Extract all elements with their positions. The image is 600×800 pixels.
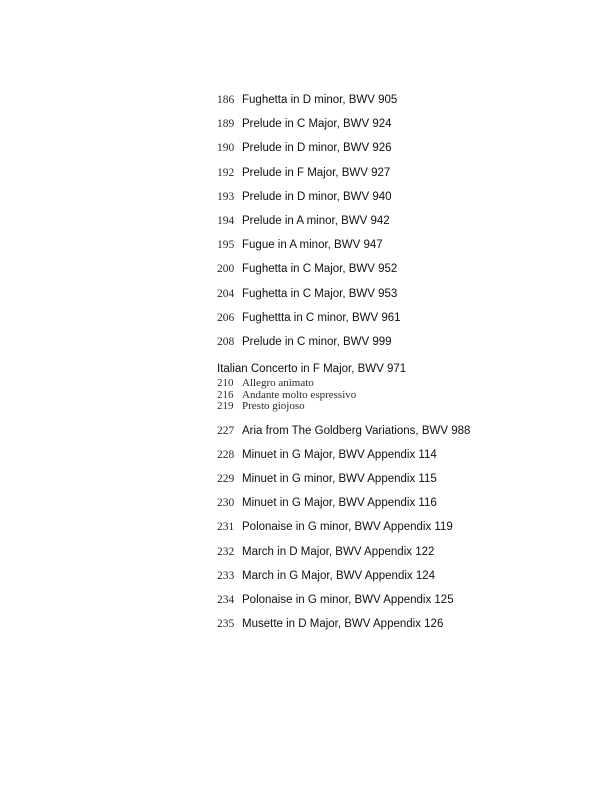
movement-entry <box>217 378 577 390</box>
entry-title: Prelude in A minor, BWV 942 <box>242 214 390 227</box>
entry-title: Aria from The Goldberg Variations, BWV 988 <box>242 424 471 437</box>
entry-title: Fughettta in C minor, BWV 961 <box>242 311 401 324</box>
toc-entry <box>217 142 577 166</box>
page-number: 186 <box>217 94 235 106</box>
page-number: 232 <box>217 545 235 558</box>
toc-entry <box>217 336 577 360</box>
entry-title: Polonaise in G minor, BWV Appendix 125 <box>242 593 454 606</box>
entry-title: Minuet in G Major, BWV Appendix 116 <box>242 497 437 510</box>
page-number: 192 <box>217 166 235 179</box>
toc-entry <box>217 546 577 570</box>
entry-title: Fughetta in C Major, BWV 952 <box>242 263 398 276</box>
page-number: 208 <box>217 335 235 348</box>
entry-title: Prelude in D minor, BWV 940 <box>242 190 392 203</box>
toc-entry <box>217 473 577 497</box>
movement-entry <box>217 401 577 413</box>
page-number: 216 <box>217 388 234 401</box>
entry-title: Fughetta in D minor, BWV 905 <box>242 94 398 106</box>
entry-title: Musette in D Major, BWV Appendix 126 <box>242 618 444 631</box>
page-number: 193 <box>217 190 235 203</box>
page-number: 228 <box>217 448 235 461</box>
italian-concerto-section <box>217 362 577 413</box>
page-number: 210 <box>217 377 234 390</box>
page-number: 206 <box>217 311 235 324</box>
entry-title: Prelude in C Major, BWV 924 <box>242 118 392 131</box>
toc-entry <box>217 449 577 473</box>
toc-entry <box>217 497 577 521</box>
page-number: 194 <box>217 214 235 227</box>
toc-entry <box>217 191 577 215</box>
page-number: 234 <box>217 593 235 606</box>
page-number: 219 <box>217 400 234 413</box>
toc-entry <box>217 239 577 263</box>
entry-title: Fugue in A minor, BWV 947 <box>242 239 383 252</box>
table-of-contents <box>217 94 577 642</box>
page-number: 231 <box>217 521 235 534</box>
entry-title: Prelude in D minor, BWV 926 <box>242 142 392 155</box>
page-number: 233 <box>217 569 235 582</box>
entry-title: March in D Major, BWV Appendix 122 <box>242 545 435 558</box>
entry-title: Minuet in G minor, BWV Appendix 115 <box>242 472 437 485</box>
entry-title: Minuet in G Major, BWV Appendix 114 <box>242 448 437 461</box>
page-number: 235 <box>217 618 235 631</box>
entry-title: Prelude in C minor, BWV 999 <box>242 335 392 348</box>
entry-title: March in G Major, BWV Appendix 124 <box>242 569 436 582</box>
entry-title: Presto giojoso <box>242 400 305 413</box>
page-number: 195 <box>217 239 235 252</box>
contents-list-before <box>217 94 577 360</box>
toc-entry <box>217 215 577 239</box>
toc-entry <box>217 118 577 142</box>
movement-list <box>217 378 577 413</box>
page-number: 190 <box>217 142 235 155</box>
page-number: 189 <box>217 118 235 131</box>
toc-entry <box>217 425 577 449</box>
toc-entry <box>217 288 577 312</box>
toc-entry <box>217 94 577 118</box>
page-number: 227 <box>217 424 235 437</box>
toc-entry <box>217 312 577 336</box>
entry-title: Allegro animato <box>242 377 314 390</box>
page-number: 230 <box>217 497 235 510</box>
toc-entry <box>217 618 577 642</box>
toc-entry <box>217 594 577 618</box>
section-heading: Italian Concerto in F Major, BWV 971 <box>217 363 407 376</box>
entry-title: Andante molto espressivo <box>242 388 357 401</box>
page-number: 200 <box>217 263 235 276</box>
toc-entry <box>217 263 577 287</box>
toc-entry <box>217 570 577 594</box>
entry-title: Prelude in F Major, BWV 927 <box>242 166 391 179</box>
entry-title: Fughetta in C Major, BWV 953 <box>242 287 398 300</box>
page-number: 229 <box>217 472 235 485</box>
page-number: 204 <box>217 287 235 300</box>
contents-list-after <box>217 425 577 643</box>
toc-entry <box>217 167 577 191</box>
toc-entry <box>217 521 577 545</box>
entry-title: Polonaise in G minor, BWV Appendix 119 <box>242 521 453 534</box>
